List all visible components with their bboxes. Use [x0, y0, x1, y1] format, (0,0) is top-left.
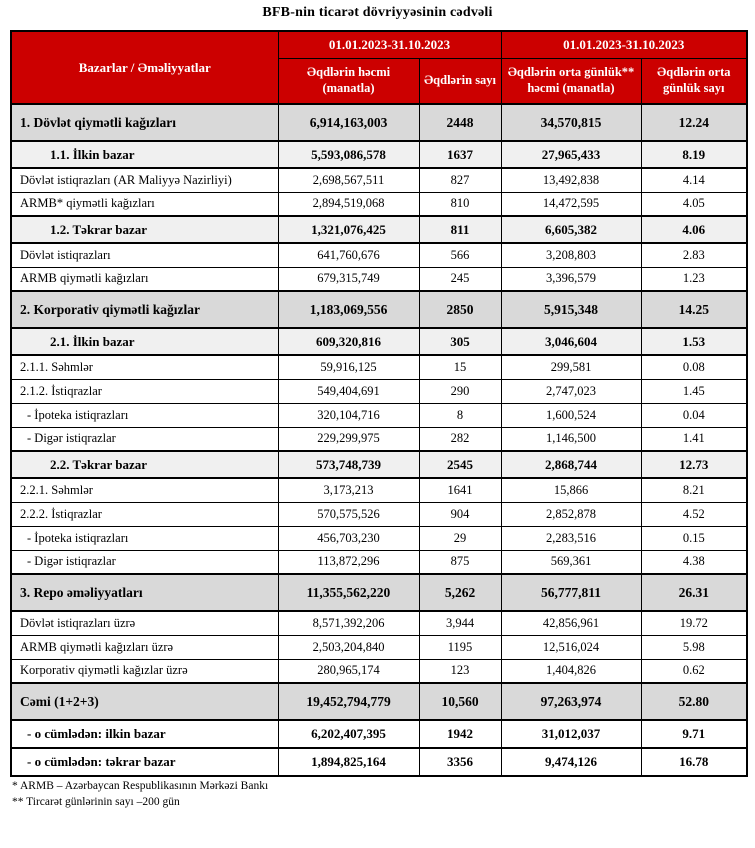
row-label: 1. Dövlət qiymətli kağızları: [11, 104, 278, 141]
row-value: 0.08: [641, 355, 747, 379]
row-label: Dövlət istiqrazları: [11, 243, 278, 267]
row-value: 549,404,691: [278, 379, 419, 403]
row-value: 641,760,676: [278, 243, 419, 267]
row-value: 9,474,126: [501, 748, 641, 776]
row-value: 4.14: [641, 168, 747, 192]
row-label: 1.1. İlkin bazar: [11, 141, 278, 168]
row-value: 573,748,739: [278, 451, 419, 478]
row-value: 5,262: [419, 574, 501, 611]
table-row: [11, 403, 747, 427]
row-label: 2.1.2. İstiqrazlar: [11, 379, 278, 403]
row-label: - Digər istiqrazlar: [11, 550, 278, 574]
row-value: 456,703,230: [278, 526, 419, 550]
row-value: 4.52: [641, 502, 747, 526]
table-row: [11, 659, 747, 683]
footnote-trading-days: ** Tircarət günlərinin sayı –200 gün: [12, 795, 180, 808]
row-value: 14,472,595: [501, 192, 641, 216]
row-value: 1,404,826: [501, 659, 641, 683]
row-value: 0.15: [641, 526, 747, 550]
row-value: 609,320,816: [278, 328, 419, 355]
row-value: 8,571,392,206: [278, 611, 419, 635]
row-value: 26.31: [641, 574, 747, 611]
row-value: 97,263,974: [501, 683, 641, 720]
row-value-highlighted: 8.19: [641, 141, 747, 168]
row-value: 12.24: [641, 104, 747, 141]
row-value: 2.83: [641, 243, 747, 267]
header-deal-count: Əqdlərin sayı: [419, 58, 501, 104]
row-value: 2,698,567,511: [278, 168, 419, 192]
row-label: Dövlət istiqrazları üzrə: [11, 611, 278, 635]
turnover-table: [10, 30, 748, 777]
row-value: 2,852,878: [501, 502, 641, 526]
row-value: 0.62: [641, 659, 747, 683]
row-value: 2,503,204,840: [278, 635, 419, 659]
row-value: 6,914,163,003: [278, 104, 419, 141]
table-row: [11, 451, 747, 478]
row-label: 2.2. Təkrar bazar: [11, 451, 278, 478]
row-value: 2448: [419, 104, 501, 141]
table-row: [11, 427, 747, 451]
row-value: 8.21: [641, 478, 747, 502]
table-row: [11, 502, 747, 526]
row-label: 2.2.1. Səhmlər: [11, 478, 278, 502]
row-value: 2545: [419, 451, 501, 478]
row-value: 113,872,296: [278, 550, 419, 574]
row-label: - o cümlədən: təkrar bazar: [11, 748, 278, 776]
header-deal-volume: Əqdlərin həcmi (manatla): [278, 58, 419, 104]
row-value: 3,944: [419, 611, 501, 635]
row-value: 6,202,407,395: [278, 720, 419, 748]
row-value: 4.05: [641, 192, 747, 216]
row-label: Dövlət istiqrazları (AR Maliyyə Nazirliyi): [11, 168, 278, 192]
row-value: 2,894,519,068: [278, 192, 419, 216]
row-value: 8: [419, 403, 501, 427]
row-value: 15,866: [501, 478, 641, 502]
row-value: 3,396,579: [501, 267, 641, 291]
row-value: 5,915,348: [501, 291, 641, 328]
row-label: 1.2. Təkrar bazar: [11, 216, 278, 243]
table-row: [11, 192, 747, 216]
row-value: 2,747,023: [501, 379, 641, 403]
row-value: 245: [419, 267, 501, 291]
table-header: [11, 31, 747, 104]
row-value: 3,173,213: [278, 478, 419, 502]
row-value: 19,452,794,779: [278, 683, 419, 720]
row-value: 305: [419, 328, 501, 355]
row-value: 10,560: [419, 683, 501, 720]
row-label: ARMB* qiymətli kağızları: [11, 192, 278, 216]
row-value: 2850: [419, 291, 501, 328]
row-label: 3. Repo əməliyyatları: [11, 574, 278, 611]
table-row: [11, 141, 747, 168]
row-value: 9.71: [641, 720, 747, 748]
table-row: [11, 574, 747, 611]
row-value: 290: [419, 379, 501, 403]
table-row: [11, 635, 747, 659]
table-row: [11, 550, 747, 574]
row-value: 42,856,961: [501, 611, 641, 635]
row-value: 2,283,516: [501, 526, 641, 550]
row-value: 16.78: [641, 748, 747, 776]
table-row: [11, 683, 747, 720]
row-value: 570,575,526: [278, 502, 419, 526]
table-row: [11, 104, 747, 141]
row-value: 52.80: [641, 683, 747, 720]
row-value: 1,146,500: [501, 427, 641, 451]
row-value: 56,777,811: [501, 574, 641, 611]
row-value: 280,965,174: [278, 659, 419, 683]
row-value: 31,012,037: [501, 720, 641, 748]
page-title: BFB-nin ticarət dövriyyəsinin cədvəli: [262, 5, 493, 20]
table-row: [11, 611, 747, 635]
row-value: 679,315,749: [278, 267, 419, 291]
row-value: 123: [419, 659, 501, 683]
header-period-1: 01.01.2023-31.10.2023: [278, 31, 501, 58]
row-label: Cəmi (1+2+3): [11, 683, 278, 720]
row-value: 4.38: [641, 550, 747, 574]
row-value: 827: [419, 168, 501, 192]
row-label: - o cümlədən: ilkin bazar: [11, 720, 278, 748]
row-value: 29: [419, 526, 501, 550]
row-value: 1641: [419, 478, 501, 502]
row-value: 1.53: [641, 328, 747, 355]
row-value: 569,361: [501, 550, 641, 574]
row-value: 6,605,382: [501, 216, 641, 243]
row-value: 1942: [419, 720, 501, 748]
header-period-row: [11, 31, 747, 58]
table-body: [11, 104, 747, 776]
header-avg-daily-volume: Əqdlərin orta günlük** həcmi (manatla): [501, 58, 641, 104]
row-value: 566: [419, 243, 501, 267]
table-row: [11, 291, 747, 328]
footnotes: [12, 779, 755, 810]
row-label: Korporativ qiymətli kağızlar üzrə: [11, 659, 278, 683]
table-row: [11, 720, 747, 748]
row-value: 3,208,803: [501, 243, 641, 267]
row-value: 810: [419, 192, 501, 216]
row-label: 2. Korporativ qiymətli kağızlar: [11, 291, 278, 328]
row-value: 14.25: [641, 291, 747, 328]
row-value: 3356: [419, 748, 501, 776]
row-value: 2,868,744: [501, 451, 641, 478]
footnote-armb: * ARMB – Azərbaycan Respublikasının Mərkəzi Bankı: [12, 780, 269, 792]
table-row: [11, 355, 747, 379]
row-value: 34,570,815: [501, 104, 641, 141]
row-label: - Digər istiqrazlar: [11, 427, 278, 451]
row-value: 320,104,716: [278, 403, 419, 427]
row-label: - İpoteka istiqrazları: [11, 403, 278, 427]
table-row: [11, 216, 747, 243]
table-row: [11, 267, 747, 291]
row-value: 282: [419, 427, 501, 451]
row-value: 299,581: [501, 355, 641, 379]
row-value: 1.41: [641, 427, 747, 451]
row-value: 1,894,825,164: [278, 748, 419, 776]
row-value: 811: [419, 216, 501, 243]
row-label: 2.1.1. Səhmlər: [11, 355, 278, 379]
header-avg-daily-count: Əqdlərin orta günlük sayı: [641, 58, 747, 104]
header-markets-operations: Bazarlar / Əməliyyatlar: [11, 31, 278, 104]
row-value: 5,593,086,578: [278, 141, 419, 168]
row-value: 13,492,838: [501, 168, 641, 192]
table-row: [11, 748, 747, 776]
table-row: [11, 526, 747, 550]
table-row: [11, 168, 747, 192]
row-label: ARMB qiymətli kağızları üzrə: [11, 635, 278, 659]
row-value: 4.06: [641, 216, 747, 243]
row-value: 3,046,604: [501, 328, 641, 355]
row-value: 875: [419, 550, 501, 574]
row-label: ARMB qiymətli kağızları: [11, 267, 278, 291]
table-row: [11, 478, 747, 502]
row-label: - İpoteka istiqrazları: [11, 526, 278, 550]
row-value: 1,321,076,425: [278, 216, 419, 243]
table-row: [11, 379, 747, 403]
row-value: 12,516,024: [501, 635, 641, 659]
row-value: 904: [419, 502, 501, 526]
row-value: 229,299,975: [278, 427, 419, 451]
row-value: 12.73: [641, 451, 747, 478]
row-value: 19.72: [641, 611, 747, 635]
row-value: 59,916,125: [278, 355, 419, 379]
row-value: 1.23: [641, 267, 747, 291]
row-value: 11,355,562,220: [278, 574, 419, 611]
table-row: [11, 328, 747, 355]
row-value: 1,183,069,556: [278, 291, 419, 328]
row-value: 1195: [419, 635, 501, 659]
row-value: 5.98: [641, 635, 747, 659]
row-value: 27,965,433: [501, 141, 641, 168]
table-row: [11, 243, 747, 267]
row-value: 15: [419, 355, 501, 379]
row-label: 2.2.2. İstiqrazlar: [11, 502, 278, 526]
row-value: 1637: [419, 141, 501, 168]
header-period-2: 01.01.2023-31.10.2023: [501, 31, 747, 58]
row-value: 1.45: [641, 379, 747, 403]
row-value: 1,600,524: [501, 403, 641, 427]
row-label: 2.1. İlkin bazar: [11, 328, 278, 355]
row-value: 0.04: [641, 403, 747, 427]
